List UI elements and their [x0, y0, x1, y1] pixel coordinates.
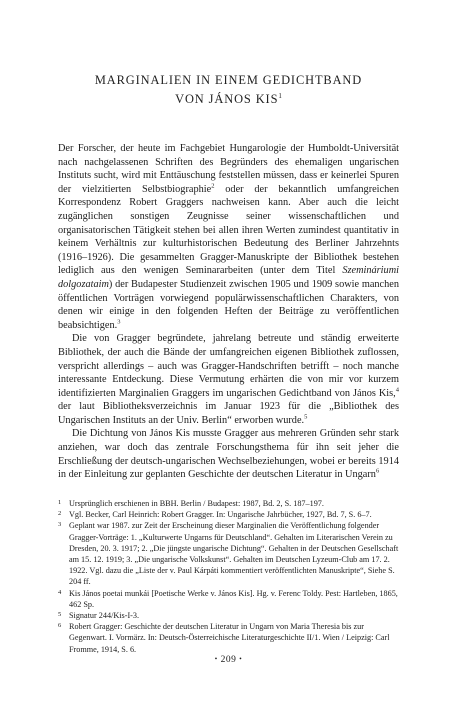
footnote-ref-1[interactable]: 1 — [278, 92, 282, 100]
paragraph-1 — [58, 142, 399, 332]
page-number — [0, 655, 457, 665]
footnotes — [58, 498, 399, 655]
paragraph-text: Die von Gragger begründete, jahrelang betreute und ständig erweiterte Bibliothek, der auch die Bände der umfangreichen eigenen Bibliothek zuflossen, verspricht allerdings – auch was Gragger-Handschriften betrifft – noch manche interessante Entdeckung. Diese Vermutung erhärten die von mir vor kurzem identifizierten Marginalien Graggers im ungarischen Gedichtband von János Kis, — [58, 333, 399, 399]
main-text — [58, 142, 399, 482]
footnote — [58, 520, 399, 587]
paragraph-text: Der Forscher, der heute im Fachgebiet Hungarologie der Humboldt-Universität nach nachgelassenen Schriften des Begründers des ehemaligen ungarischen Instituts sucht, wird mit Enttäuschung feststellen müssen, dass er keinerlei Spuren der vielzitierten Selbstbiographie — [58, 143, 399, 195]
footnote-number: 2 — [58, 510, 62, 518]
italic-title-text: Szemináriumi dolgozataim — [58, 265, 399, 290]
footnote-text: Ursprünglich erschienen in BBH. Berlin / Budapest: 1987, Bd. 2, S. 187–197. — [69, 499, 324, 508]
footnote — [58, 621, 399, 655]
chapter-title-line-1: MARGINALIEN IN EINEM GEDICHTBAND — [94, 73, 363, 87]
footnote-ref-6[interactable]: 6 — [375, 467, 380, 475]
footnote-text: Kis János poetai munkái [Poetische Werke v. János Kis]. Hg. v. Ferenc Toldy. Pest: Hartleben, 1865, 462 Sp. — [69, 588, 398, 609]
footnote-text: Robert Gragger: Geschichte der deutschen Literatur in Ungarn von Maria Theresia bis zur Gegenwart. I. Vormärz. In: Deutsch-Österreichische Literaturgeschichte II/1. Wien / Leipzig: Carl Fromme, 1914, S. 6. — [69, 622, 390, 654]
footnote-ref-5[interactable]: 5 — [304, 413, 308, 421]
footnote-number: 6 — [58, 622, 62, 630]
footnote-number: 1 — [58, 499, 62, 506]
footnote-ref-3[interactable]: 3 — [117, 318, 121, 326]
footnote-number: 4 — [58, 588, 62, 596]
footnote — [58, 498, 399, 509]
footnote-ref-4[interactable]: 4 — [395, 386, 399, 394]
paragraph-text: der laut Bibliotheksverzeichnis im Januar 1923 für die „Bibliothek des Ungarischen Instituts an der Univ. Berlin“ erworben wurde. — [58, 401, 399, 426]
footnote-number: 3 — [58, 521, 62, 529]
footnote-text: Geplant war 1987. zur Zeit der Erscheinung dieser Marginalien die Veröffentlichung folgender Gragger-Vorträge: 1. „Kulturwerte Ungarns für Deutschland“. Gehalten im Literarischen Verein zu Dresden, 20. 3. 1917; 2. „Die jüngste ungarische Dichtung“. Gehalten in der Deutschen Gesellschaft am 15. 12. 1919; 3. „Die ungarische Volkskunst“. Gehalten im Deutschen Lyzeum-Club am 17. 2. 1922. Vgl. dazu die „Liste der v. Paul Kárpáti kommentiert veröffentlichten Manuskripte“, Siehe S. 204 ff. — [69, 521, 399, 587]
footnote-number: 5 — [58, 611, 62, 619]
footnote-text: Vgl. Becker, Carl Heinrich: Robert Gragger. In: Ungarische Jahrbücher, 1927, Bd. 7, S. 6–7. — [69, 510, 372, 520]
footnote-ref-2[interactable]: 2 — [211, 182, 215, 190]
footnote-text: Signatur 244/Kis-I-3. — [69, 611, 140, 621]
footnote — [58, 588, 399, 610]
paragraph-3 — [58, 427, 399, 481]
footnote — [58, 509, 399, 520]
footnote — [58, 610, 399, 621]
paragraph-text: Die Dichtung von János Kis musste Gragger aus mehreren Gründen sehr stark anziehen, war doch das zentrale Forschungsthema für ihn seit jeher die Erschließung der deutsch-ungarischen Wechselbeziehungen, wobei er bereits 1914 in der Einleitung zur geplanten Geschichte der deutschen Literatur in Ungarn — [58, 428, 399, 481]
chapter-title-author: VON JÁNOS KIS — [175, 92, 279, 107]
paragraph-2 — [58, 332, 399, 427]
folio-bullet-left: • — [214, 655, 218, 663]
paragraph-text: ) der Budapester Studienzeit zwischen 1905 und 1909 sowie manchen öffentlichen Vorträgen vorwiegend populärwissenschaftlichen Charakters, von denen wir einige in den folgenden Heften der Beiträge zu veröffentlichen beabsichtigen. — [58, 278, 399, 331]
folio-bullet-right: • — [239, 655, 243, 663]
chapter-title-line-2 — [40, 88, 417, 107]
chapter-title — [40, 72, 417, 107]
page-number-value: 209 — [220, 655, 237, 665]
paragraph-text: oder der bekanntlich umfangreichen Korrespondenz Robert Graggers nachweisen kann. Aber auch die leicht zugänglichen sonstigen Zeugnisse seiner wissenschaftlichen und organisatorischen Tätigkeit stehen bei allen ihren Werten zumindest quantitativ in keinem Verhältnis zur kulturhistorischen Bedeutung des Berliner Jahrzehnts (1916–1926). Die gesammelten Gragger-Manuskripte der Bibliothek bestehen lediglich aus den wenigen Seminararbeiten (unter dem Titel — [58, 183, 399, 277]
